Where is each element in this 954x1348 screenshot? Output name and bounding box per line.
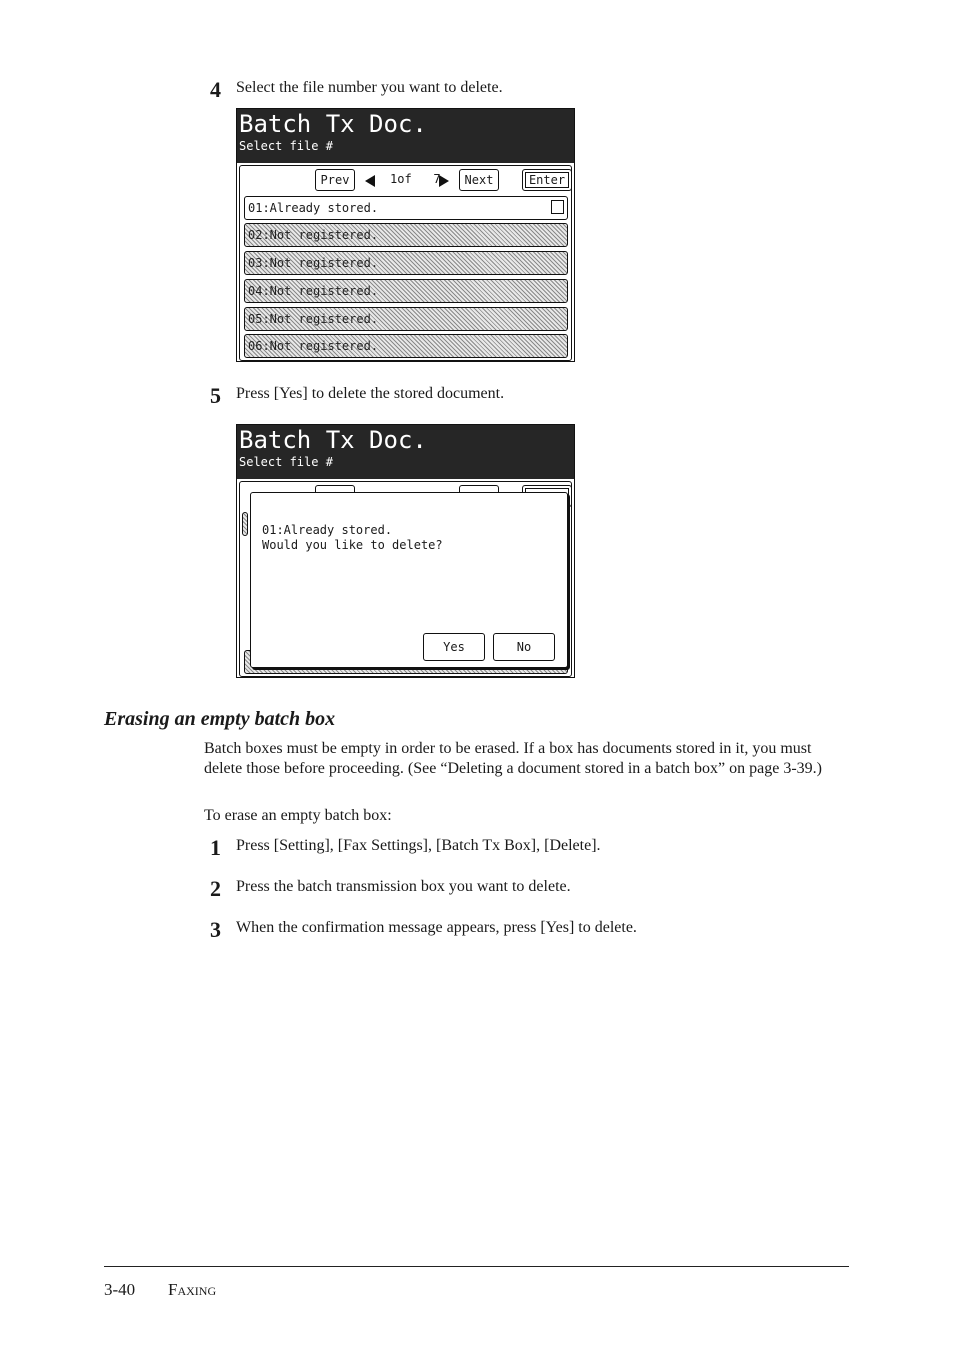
list-item[interactable]: 04:Not registered. <box>244 279 568 303</box>
screen-subtitle: Select file # <box>239 455 333 469</box>
screen-body <box>239 481 572 677</box>
list-item[interactable]: 02:Not registered. <box>244 223 568 247</box>
step-text: Press [Setting], [Fax Settings], [Batch Tx Box], [Delete]. <box>236 837 601 854</box>
prev-button[interactable]: Prev <box>315 169 355 191</box>
arrow-right-icon <box>439 175 449 187</box>
step-number: 5 <box>210 383 221 408</box>
enter-button[interactable]: Enter <box>522 169 572 191</box>
yes-button[interactable]: Yes <box>423 633 485 661</box>
confirm-dialog <box>250 492 568 668</box>
lcd-screen-delete-confirm <box>236 424 575 678</box>
step-number: 4 <box>210 77 221 102</box>
list-item-edge <box>242 512 248 536</box>
step-number: 3 <box>210 917 221 942</box>
list-item[interactable]: 06:Not registered. <box>244 334 568 358</box>
chapter-name: Faxing <box>168 1280 217 1299</box>
step-number: 2 <box>210 876 221 901</box>
screen-header <box>237 109 574 163</box>
step-number: 1 <box>210 835 221 860</box>
next-button[interactable]: Next <box>459 169 499 191</box>
footer-rule <box>104 1266 849 1267</box>
step-text: Press the batch transmission box you want to delete. <box>236 878 571 895</box>
dialog-message <box>262 523 443 553</box>
screen-body <box>239 165 572 361</box>
list-item[interactable]: 05:Not registered. <box>244 307 568 331</box>
step-text: Press [Yes] to delete the stored document. <box>236 385 505 402</box>
dialog-line: Would you like to delete? <box>262 538 443 552</box>
page-number: 3-40 <box>104 1280 136 1299</box>
screen-title: Batch Tx Doc. <box>239 110 427 138</box>
screen-title: Batch Tx Doc. <box>239 426 427 454</box>
arrow-left-icon <box>365 175 375 187</box>
section-paragraph: Batch boxes must be empty in order to be erased. If a box has documents stored in it, you must delete those before proceeding. (See “Deleting a document stored in a batch box” on page 3-39.) <box>204 740 822 777</box>
screen-subtitle: Select file # <box>239 139 333 153</box>
document-icon <box>551 200 564 214</box>
lcd-screen-file-select <box>236 108 575 362</box>
list-item-label: 01:Already stored. <box>248 201 379 215</box>
page-indicator: 1of 7 <box>390 172 441 186</box>
screen-header <box>237 425 574 479</box>
list-item[interactable] <box>244 196 568 220</box>
section-heading: Erasing an empty batch box <box>104 708 336 730</box>
dialog-line: 01:Already stored. <box>262 523 393 537</box>
step-text: Select the file number you want to delete. <box>236 79 503 96</box>
step-text: When the confirmation message appears, press [Yes] to delete. <box>236 919 637 936</box>
section-paragraph: To erase an empty batch box: <box>204 807 392 824</box>
list-item[interactable]: 03:Not registered. <box>244 251 568 275</box>
no-button[interactable]: No <box>493 633 555 661</box>
